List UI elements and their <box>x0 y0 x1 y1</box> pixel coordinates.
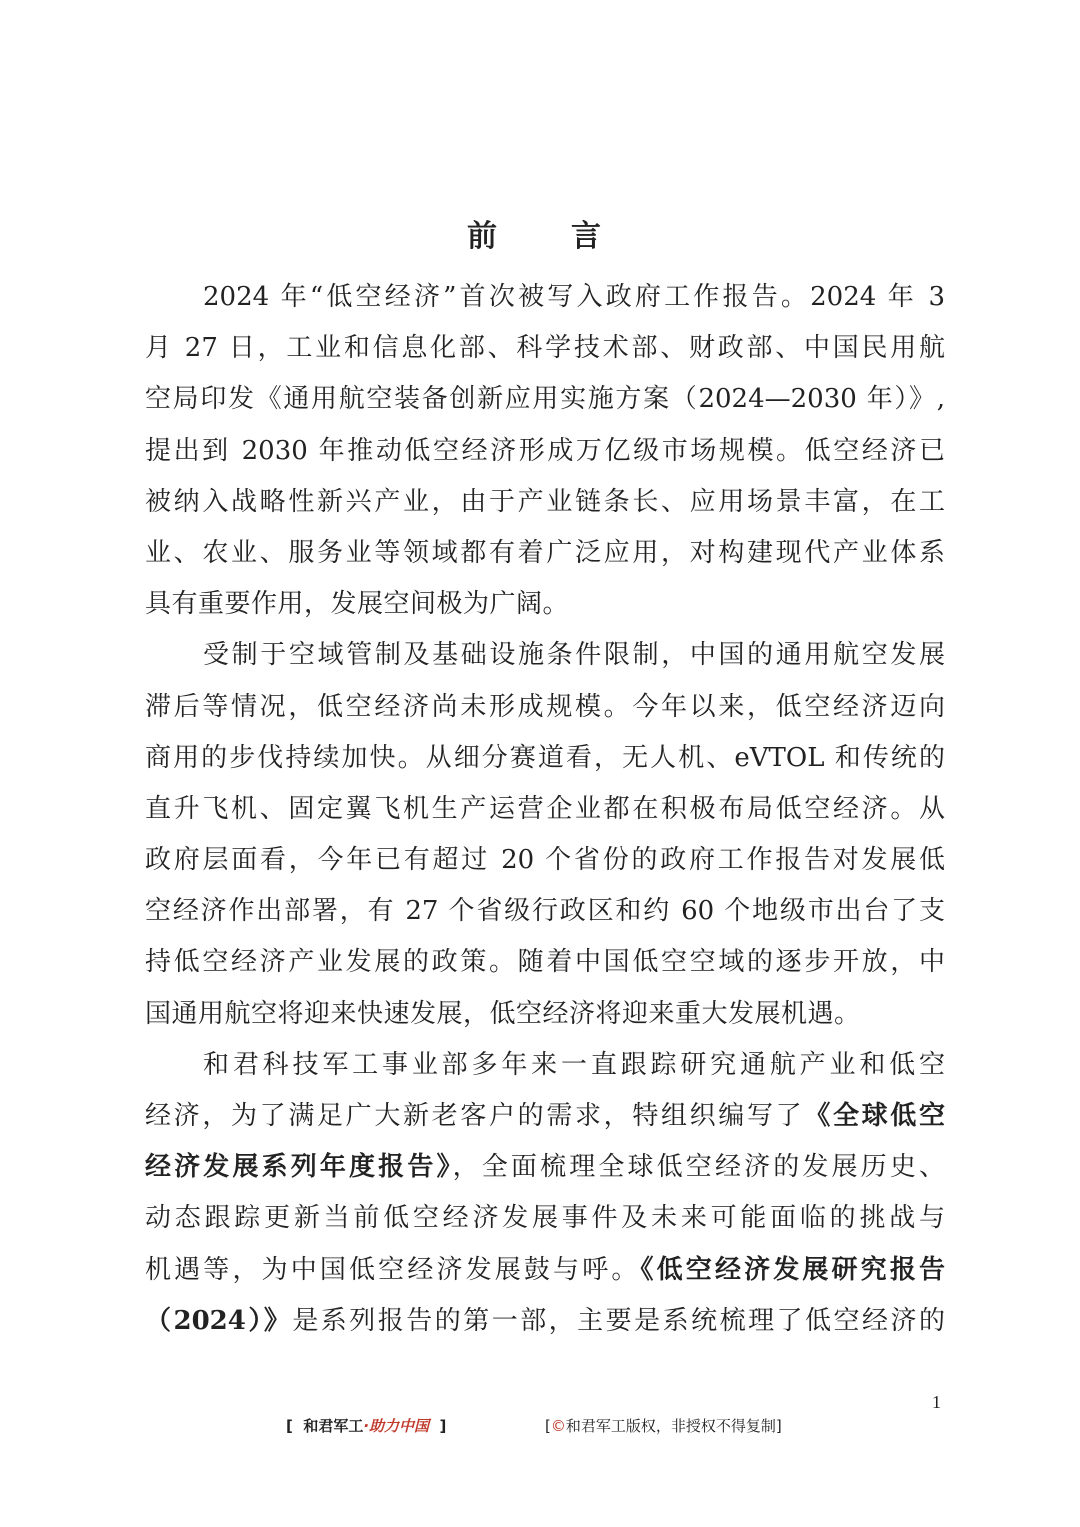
paragraph-line: 受制于空域管制及基础设施条件限制，中国的通用航空发展 <box>203 640 945 671</box>
copyright-icon: © <box>550 1417 566 1435</box>
paragraph-line: 具有重要作用，发展空间极为广阔。 <box>145 589 570 620</box>
copyright-text: 和君军工版权，非授权不得复制 <box>565 1417 776 1435</box>
paragraph-line: 直升飞机、固定翼飞机生产运营企业都在积极布局低空经济。从 <box>145 793 945 824</box>
line-text: 经济，为了满足广大新老客户的需求，特组织编写了 <box>145 1101 805 1131</box>
paragraph-line: 空经济作出部署，有 27 个省级行政区和约 60 个地级市出台了支 <box>145 896 945 927</box>
paragraph-line: 动态跟踪更新当前低空经济发展事件及未来可能面临的挑战与 <box>145 1203 945 1234</box>
paragraph-line: 空局印发《通用航空装备创新应用实施方案（2024—2030 年）》, <box>145 384 945 415</box>
line-text: 机遇等，为中国低空经济发展鼓与呼。 <box>145 1254 641 1285</box>
report-title-bold: 《全球低空 <box>804 1101 945 1131</box>
paragraph-line: 2024 年“低空经济”首次被写入政府工作报告。2024 年 3 <box>203 282 945 312</box>
paragraph-line: 提出到 2030 年推动低空经济形成万亿级市场规模。低空经济已 <box>145 435 945 466</box>
document-body <box>145 272 945 1347</box>
page-title: 前 言 <box>467 219 623 254</box>
paragraph-line: 商用的步伐持续加快。从细分赛道看，无人机、eVTOL 和传统的 <box>145 742 945 773</box>
paragraph-line: 被纳入战略性新兴产业，由于产业链条长、应用场景丰富，在工 <box>145 486 945 517</box>
paragraph-line: 业、农业、服务业等领域都有着广泛应用，对构建现代产业体系 <box>145 537 945 568</box>
bracket-close: ] <box>439 1417 447 1435</box>
paragraph-line <box>145 1142 945 1193</box>
footer-copyright <box>545 1415 782 1436</box>
paragraph-line <box>145 1245 945 1296</box>
paragraph-line: 月 27 日，工业和信息化部、科学技术部、财政部、中国民用航 <box>145 333 945 364</box>
paragraph-line: 和君科技军工事业部多年来一直跟踪研究通航产业和低空 <box>203 1049 945 1080</box>
paragraph-line <box>145 1296 945 1347</box>
brand-slogan: 助力中国 <box>369 1417 430 1435</box>
report-title-bold: 经济发展系列年度报告》 <box>145 1152 453 1183</box>
paragraph-line <box>145 1091 945 1142</box>
bracket-close: ] <box>775 1417 782 1435</box>
report-title-bold: （2024）》 <box>145 1305 293 1336</box>
brand-separator: · <box>363 1417 370 1435</box>
report-title-bold: 《低空经济发展研究报告 <box>640 1254 945 1285</box>
line-text: 是系列报告的第一部，主要是系统梳理了低空经济的 <box>292 1305 945 1336</box>
paragraph-line: 持低空经济产业发展的政策。随着中国低空空域的逐步开放，中 <box>145 947 945 978</box>
page-number: 1 <box>932 1392 941 1412</box>
paragraph-line: 国通用航空将迎来快速发展，低空经济将迎来重大发展机遇。 <box>145 998 861 1029</box>
line-text: ，全面梳理全球低空经济的发展历史、 <box>452 1152 945 1183</box>
bracket-open: [ <box>286 1417 293 1435</box>
bracket-open: [ <box>545 1417 551 1435</box>
paragraph-line: 滞后等情况，低空经济尚未形成规模。今年以来，低空经济迈向 <box>145 691 945 722</box>
paragraph-line: 政府层面看，今年已有超过 20 个省份的政府工作报告对发展低 <box>145 845 945 876</box>
footer-brand <box>286 1415 446 1436</box>
brand-name: 和君军工 <box>303 1417 364 1435</box>
